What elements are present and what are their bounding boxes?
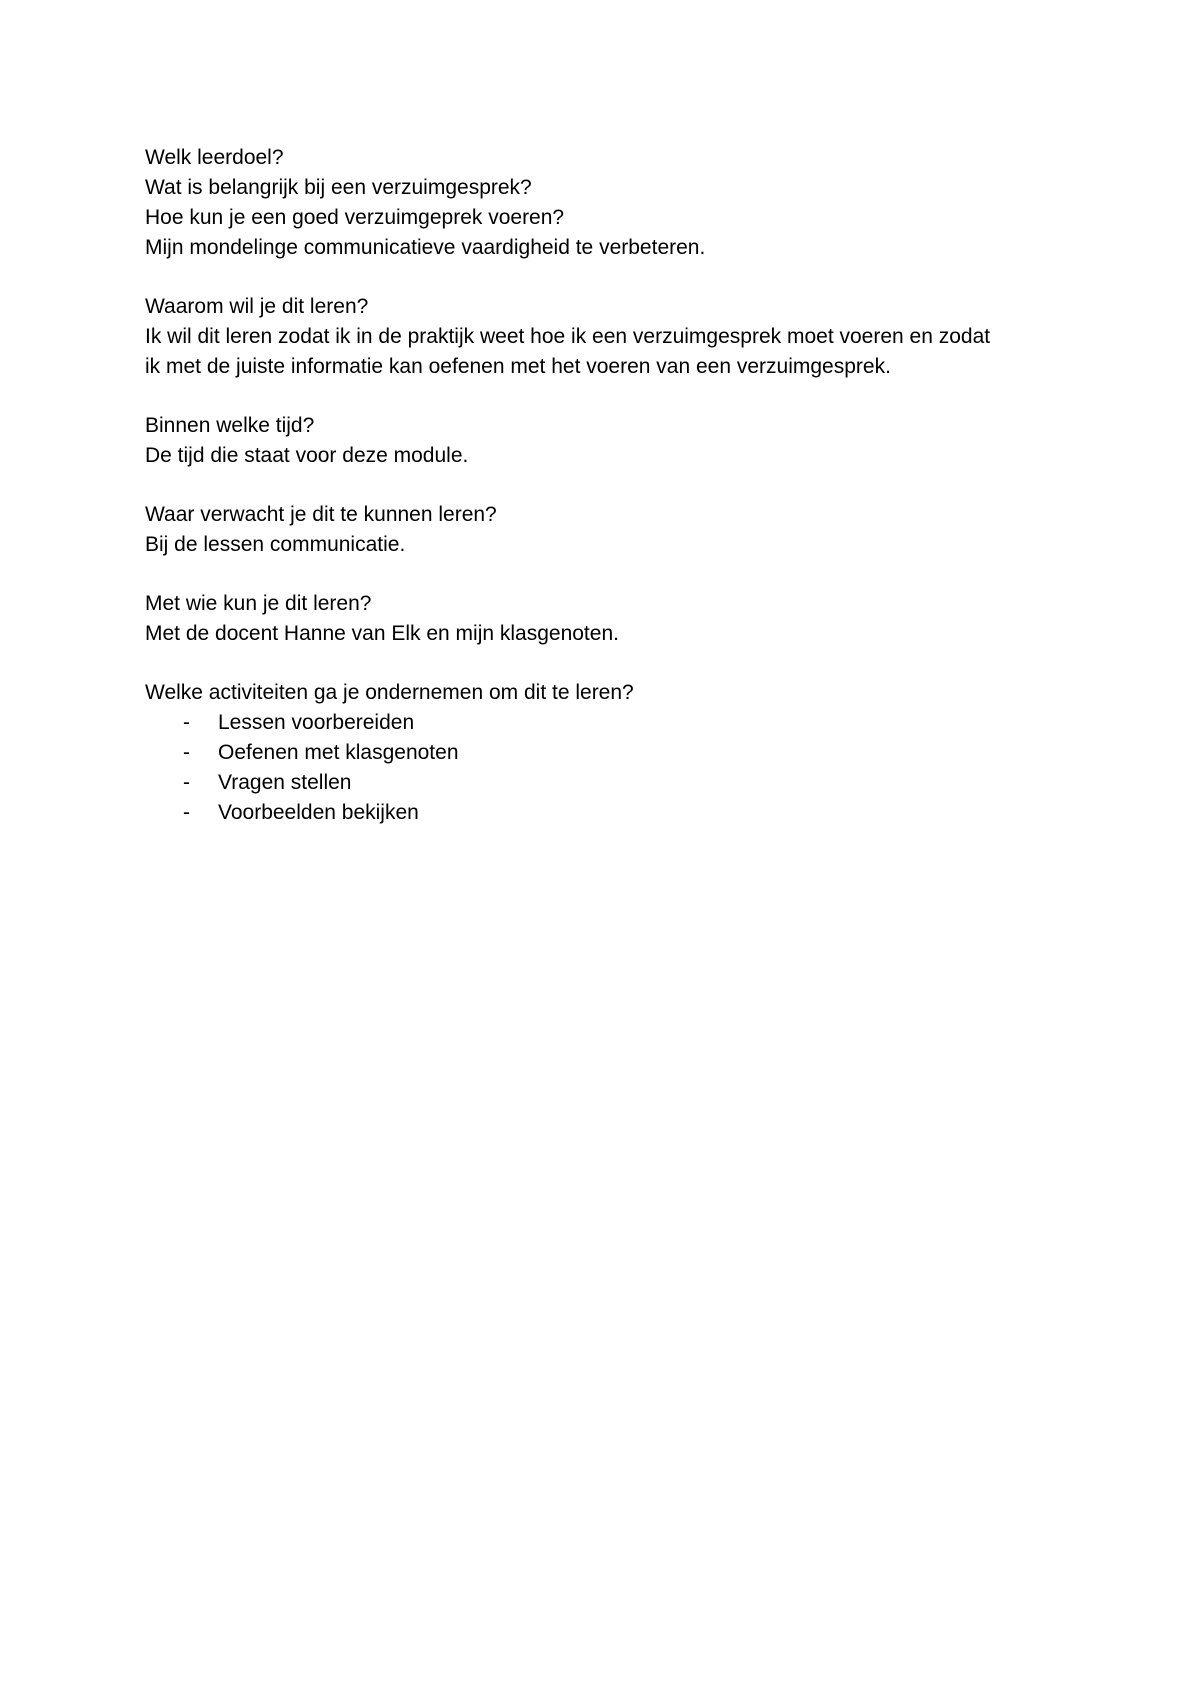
answer-line: Met de docent Hanne van Elk en mijn klasgenoten.: [145, 622, 619, 645]
list-item-text: Voorbeelden bekijken: [218, 801, 419, 824]
question-met-wie: Met wie kun je dit leren?: [145, 592, 372, 615]
paragraph-gap: [145, 649, 1075, 678]
section-waar: [145, 500, 1075, 560]
section-tijd: [145, 411, 1075, 471]
dash-bullet-marker: -: [183, 711, 190, 734]
section-activiteiten: [145, 678, 1075, 828]
text-line: Wat is belangrijk bij een verzuimgesprek?: [145, 176, 532, 199]
answer-line: Ik wil dit leren zodat ik in de praktijk weet hoe ik een verzuimgesprek moet voeren en zodat: [145, 325, 991, 348]
list-item-text: Vragen stellen: [218, 771, 352, 794]
section-leerdoel: [145, 143, 1075, 263]
dash-bullet-marker: -: [183, 801, 190, 824]
paragraph-gap: [145, 471, 1075, 500]
question-leerdoel: Welk leerdoel?: [145, 146, 284, 169]
answer-line: De tijd die staat voor deze module.: [145, 444, 469, 467]
section-waarom: [145, 292, 1075, 382]
list-item-text: Oefenen met klasgenoten: [218, 741, 459, 764]
dash-bullet-marker: -: [183, 771, 190, 794]
question-waarom: Waarom wil je dit leren?: [145, 295, 369, 318]
dash-bullet-marker: -: [183, 741, 190, 764]
activities-list: [145, 708, 1075, 828]
list-item: [145, 768, 1075, 798]
section-met-wie: [145, 589, 1075, 649]
list-item: [145, 708, 1075, 738]
answer-line: Bij de lessen communicatie.: [145, 533, 406, 556]
question-waar: Waar verwacht je dit te kunnen leren?: [145, 503, 497, 526]
list-item-text: Lessen voorbereiden: [218, 711, 415, 734]
paragraph-gap: [145, 382, 1075, 411]
answer-line: ik met de juiste informatie kan oefenen met het voeren van een verzuimgesprek.: [145, 355, 891, 378]
paragraph-gap: [145, 560, 1075, 589]
list-item: [145, 738, 1075, 768]
question-tijd: Binnen welke tijd?: [145, 414, 315, 437]
list-item: [145, 798, 1075, 828]
text-line: Mijn mondelinge communicatieve vaardigheid te verbeteren.: [145, 236, 706, 259]
question-activiteiten: Welke activiteiten ga je ondernemen om dit te leren?: [145, 681, 634, 704]
paragraph-gap: [145, 263, 1075, 292]
document-body: [145, 143, 1075, 828]
text-line: Hoe kun je een goed verzuimgeprek voeren?: [145, 206, 565, 229]
